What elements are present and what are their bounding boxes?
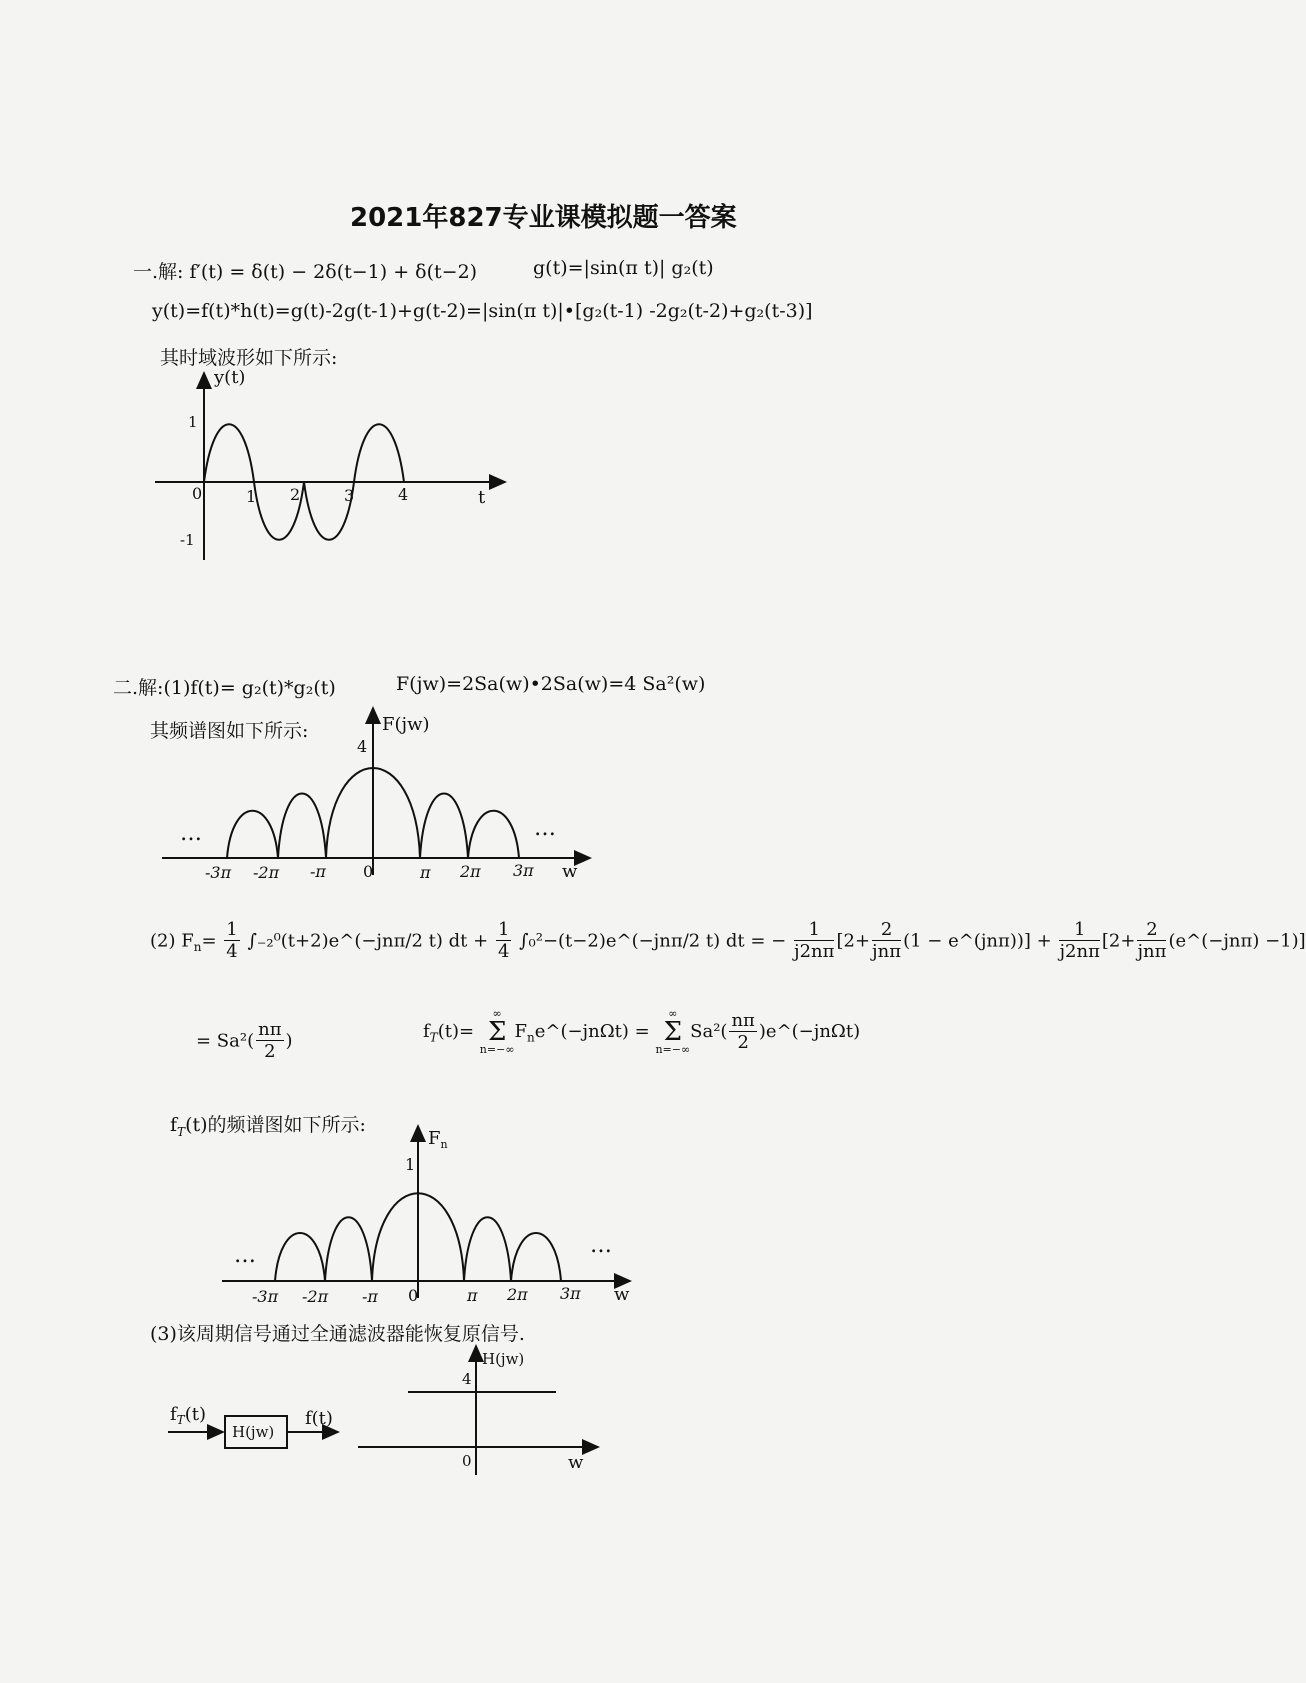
integral-1: ∫₋₂⁰(t+2)e^(−jnπ/2 t) dt + — [247, 930, 489, 952]
positive-lobe-3-4 — [354, 424, 404, 482]
y-tick-1: 1 — [188, 413, 198, 431]
positive-lobe-0-1 — [204, 424, 254, 482]
x-tick-minus-3pi: -3π — [205, 863, 232, 882]
x-tick-0: 0 — [408, 1286, 419, 1305]
x-tick-minus-pi: -π — [310, 862, 326, 881]
term2-sa: Sa²( — [690, 1021, 728, 1042]
output-label: f(t) — [305, 1408, 333, 1429]
caption2-sub: T — [177, 1124, 186, 1139]
q2-part2-Fn-equation — [150, 920, 1306, 963]
term1-F: F — [514, 1021, 527, 1042]
x-tick-0: 0 — [192, 484, 203, 503]
x-tick-0: 0 — [363, 862, 374, 881]
x-axis-label: w — [568, 1452, 584, 1473]
q2-part1-f: 二.解:(1)f(t)= g₂(t)*g₂(t) — [113, 677, 336, 699]
q1-g-definition: g(t)=|sin(π t)| g₂(t) — [533, 257, 714, 279]
term1-sub: n — [526, 1030, 535, 1045]
q2-fT-spectrum-plot — [210, 1120, 640, 1320]
lobe-minus-3pi — [227, 811, 278, 858]
peak-label: 4 — [357, 737, 368, 756]
coef-fraction-2: $\frac{1}{j2n\pi}$ — [1059, 919, 1100, 962]
input-label: $f_T(t)$ — [170, 1404, 206, 1427]
x-tick-pi: π — [420, 863, 431, 882]
term1-exp: e^(−jnΩt) = — [534, 1021, 650, 1042]
lobe-minus-3pi — [275, 1233, 325, 1281]
x-tick-pi: π — [467, 1286, 478, 1305]
peak-label: 1 — [405, 1155, 416, 1174]
x-axis-label: t — [478, 487, 486, 508]
lobe-minus-2pi — [278, 794, 326, 859]
x-tick-minus-2pi: -2π — [253, 863, 280, 882]
caption2-text: (t)的频谱图如下所示: — [185, 1114, 366, 1136]
x-axis-label: w — [562, 861, 578, 882]
bracket-1-close: (1 − e^(jnπ))] + — [903, 930, 1052, 952]
two-over-jnpi-1: $\frac{2}{\text{jnπ}}$ — [872, 919, 902, 962]
Fn-sub: n — [193, 940, 202, 955]
caption2-f: f — [170, 1114, 178, 1136]
left-ellipsis: … — [180, 821, 202, 846]
y-axis-label: F(jw) — [382, 714, 430, 735]
result-prefix: = Sa²( — [196, 1030, 255, 1052]
result-suffix: ) — [285, 1030, 293, 1052]
page-title: 2021年827专业课模拟题一答案 — [350, 203, 737, 233]
quarter-fraction-2: $\frac{1}{4}$ — [497, 919, 510, 962]
lobe-3pi — [468, 811, 519, 858]
block-diagram — [160, 1350, 360, 1470]
right-ellipsis: … — [590, 1233, 612, 1258]
q1-y-convolution: y(t)=f(t)*h(t)=g(t)-2g(t-1)+g(t-2)=|sin(π t)|•[g₂(t-1) -2g₂(t-2)+g₂(t-3)] — [152, 300, 813, 322]
result-fraction: $\frac{n\pi}{2}$ — [258, 1019, 282, 1062]
q2-part2-fT-series — [423, 1008, 860, 1056]
q2-spectrum-plot — [150, 700, 600, 890]
q2-part2-result — [196, 1020, 293, 1063]
eq-sign: = — [201, 930, 217, 952]
x-tick-minus-2pi: -2π — [302, 1287, 329, 1306]
y-axis-label: H(jw) — [482, 1350, 525, 1368]
lobe-3pi — [511, 1233, 561, 1281]
term2-fraction: $\frac{n\pi}{2}$ — [731, 1009, 755, 1053]
y-axis-label: y(t) — [214, 367, 246, 388]
y-tick-minus-1: -1 — [180, 531, 195, 549]
x-tick-2pi: 2π — [507, 1285, 528, 1304]
filter-box-label: H(jw) — [232, 1423, 275, 1441]
quarter-fraction-1: $\frac{1}{4}$ — [226, 919, 238, 962]
integral-2: ∫₀²−(t−2)e^(−jnπ/2 t) dt = − — [519, 930, 787, 952]
two-over-jnpi-2: $\frac{2}{\text{jnπ}}$ — [1137, 919, 1167, 962]
y-axis-label: $F_n$ — [428, 1128, 448, 1151]
bracket-2-close: (e^(−jnπ) −1)] — [1168, 930, 1306, 952]
x-tick-1: 1 — [246, 487, 257, 506]
x-tick-minus-3pi: -3π — [252, 1287, 279, 1306]
left-ellipsis: … — [234, 1243, 256, 1268]
sum-2: ∞ Σ n=−∞ — [655, 1007, 691, 1056]
allpass-response-plot — [350, 1340, 610, 1485]
x-tick-2pi: 2π — [460, 862, 481, 881]
q1-time-waveform-plot — [140, 365, 520, 570]
x-tick-2: 2 — [290, 485, 301, 504]
bracket-1-open: [2+ — [836, 930, 871, 952]
q2-caption1: 其频谱图如下所示: — [150, 720, 309, 742]
lobe-2pi — [420, 794, 468, 859]
fT-f: f — [423, 1021, 430, 1042]
x-tick-3: 3 — [344, 486, 355, 505]
q2-part3: (3)该周期信号通过全通滤波器能恢复原信号. — [150, 1323, 525, 1345]
lobe-minus-2pi — [325, 1217, 372, 1281]
lobe-2pi — [464, 1217, 511, 1281]
term2-exp: )e^(−jnΩt) — [758, 1021, 861, 1042]
x-tick-minus-pi: -π — [362, 1287, 378, 1306]
sum-1: ∞ Σ n=−∞ — [479, 1007, 515, 1056]
right-ellipsis: … — [534, 816, 556, 841]
q1-caption: 其时域波形如下所示: — [160, 347, 338, 369]
q2-part1-F: F(jw)=2Sa(w)•2Sa(w)=4 Sa²(w) — [396, 673, 706, 695]
coef-fraction-1: $\frac{1}{j2n\pi}$ — [794, 919, 835, 962]
x-tick-3pi: 3π — [513, 861, 534, 880]
x-axis-label: w — [614, 1284, 630, 1305]
x-tick-4: 4 — [398, 485, 409, 504]
Fn-prefix: (2) F — [150, 930, 194, 952]
x-tick-3pi: 3π — [560, 1284, 581, 1303]
q1-derivative-line: 一.解: f′(t) = δ(t) − 2δ(t−1) + δ(t−2) — [133, 261, 478, 283]
bracket-2-open: [2+ — [1101, 930, 1136, 952]
fT-eq: (t)= — [437, 1021, 475, 1042]
origin-label: 0 — [462, 1452, 472, 1470]
fT-sub: T — [429, 1030, 438, 1045]
level-label: 4 — [462, 1370, 472, 1388]
